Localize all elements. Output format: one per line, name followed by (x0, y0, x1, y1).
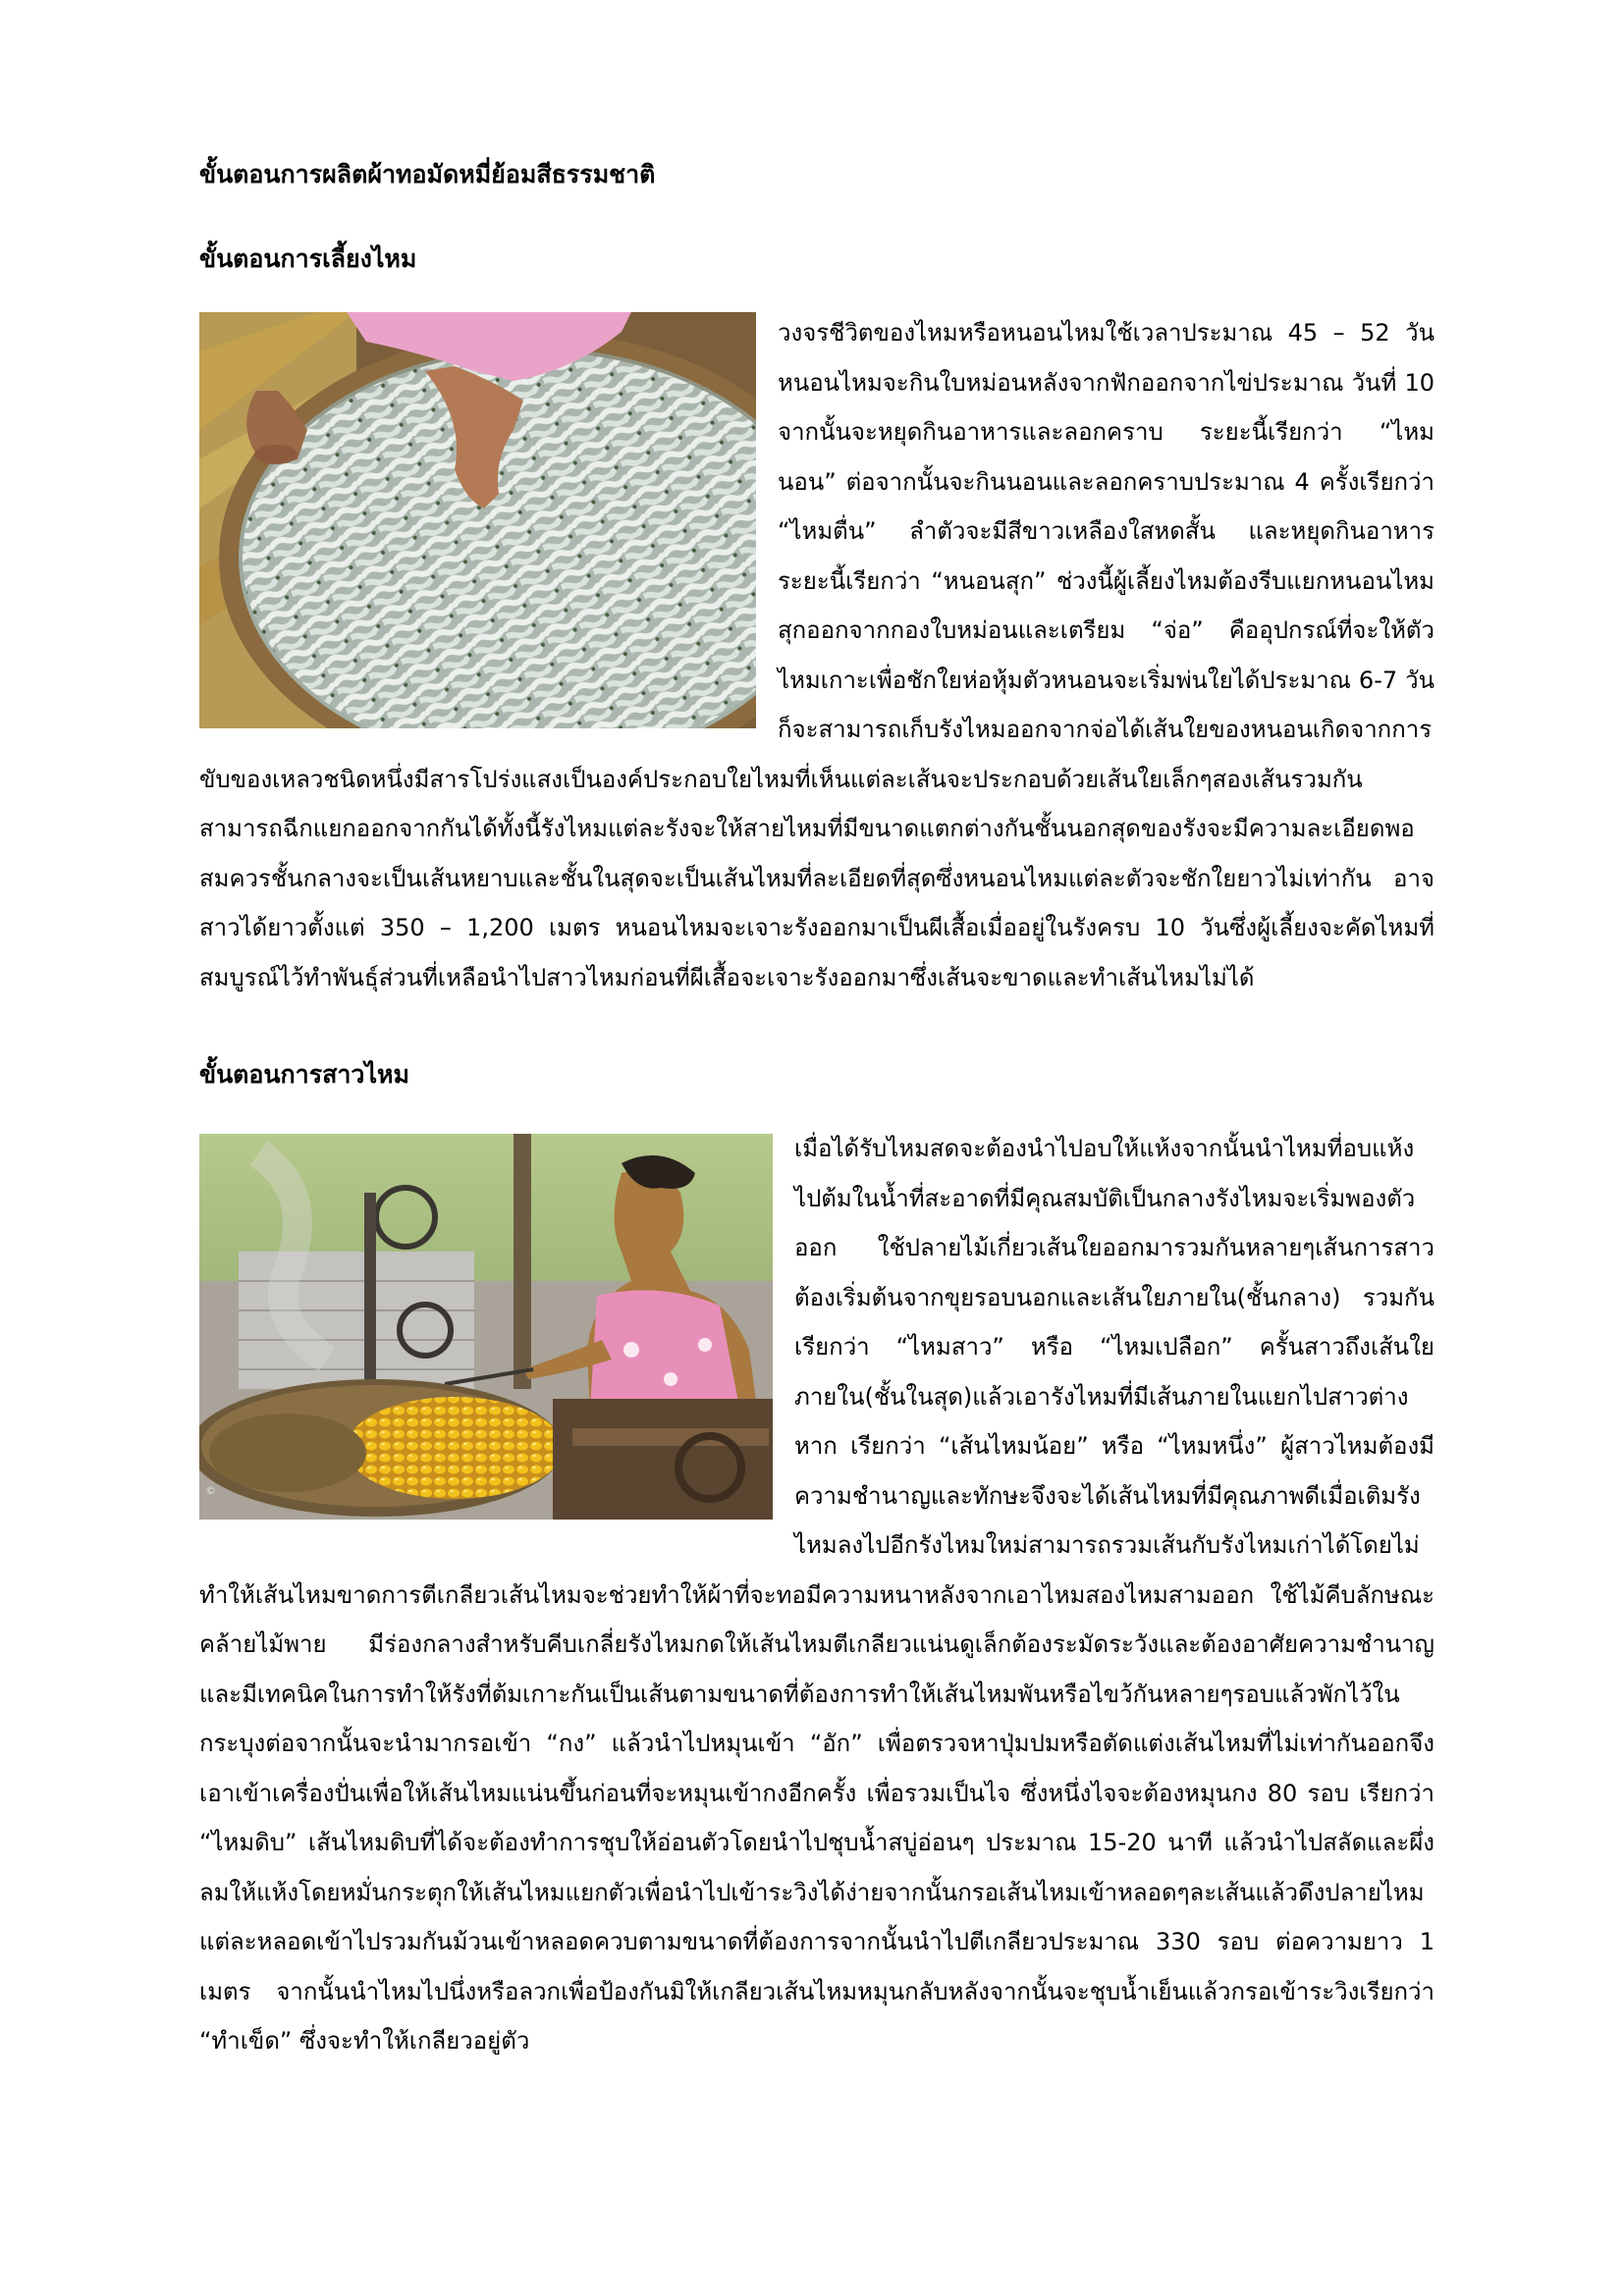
silk-reeling-photo (199, 1134, 773, 1520)
silkworm-basket-photo (199, 312, 756, 728)
document-title: ขั้นตอนการผลิตผ้าทอมัดหมี่ย้อมสีธรรมชาติ (199, 160, 656, 188)
section-silkworm-rearing (199, 308, 1435, 1002)
photo-watermark: © (205, 1483, 216, 1497)
section-paragraph: เมื่อได้รับไหมสดจะต้องนำไปอบให้แห้งจากนั้นนำไหมที่อบแห้งไปต้มในน้ำที่สะอาดที่มีคุณสมบัติเป็นกลางรังไหมจะเริ่มพองตัวออก ใช้ปลายไม้เกี่ยวเส้นใยออกมารวมกันหลายๆเส้นการสาวต้องเริ่มต้นจากขุยรอบนอกและเส้นใยภายใน(ชั้นกลาง) รวมกันเรียกว่า “ไหมสาว” หรือ “ไหมเปลือก” ครั้นสาวถึงเส้นใยภายใน(ชั้นในสุด)แล้วเอารังไหมที่มีเส้นภายในแยกไปสาวต่างหาก เรียกว่า “เส้นไหมน้อย” หรือ “ไหมหนึ่ง” ผู้สาวไหมต้องมีความชำนาญและทักษะจึงจะได้เส้นไหมที่มีคุณภาพดีเมื่อเติมรังไหมลงไปอีกรังไหมใหม่สามารถรวมเส้นกับรังไหมเก่าได้โดยไม่ทำให้เส้นไหมขาดการตีเกลียวเส้นไหมจะช่วยทำให้ผ้าที่จะทอมีความหนาหลังจากเอาไหมสองไหมสามออก ใช้ไม้คีบลักษณะคล้ายไม้พาย มีร่องกลางสำหรับคีบเกลี่ยรังไหมกดให้เส้นไหมตีเกลียวแน่นดูเล็กต้องระมัดระวังและต้องอาศัยความชำนาญและมีเทคนิคในการทำให้รังที่ต้มเกาะกันเป็นเส้นตามขนาดที่ต้องการทำให้เส้นไหมพันหรือไขว้กันหลายๆรอบแล้วพักไว้ในกระบุงต่อจากนั้นจะนำมากรอเข้า “กง” แล้วนำไปหมุนเข้า “อัก” เพื่อตรวจหาปุ่มปมหรือตัดแต่งเส้นไหมที่ไม่เท่ากันออกจึงเอาเข้าเครื่องปั่นเพื่อให้เส้นไหมแน่นขึ้นก่อนที่จะหมุนเข้ากงอีกครั้ง เพื่อรวมเป็นไจ ซึ่งหนึ่งไจจะต้องหมุนกง 80 รอบ เรียกว่า “ไหมดิบ” เส้นไหมดิบที่ได้จะต้องทำการชุบให้อ่อนตัวโดยนำไปชุบน้ำสบู่อ่อนๆ ประมาณ 15-20 นาที แล้วนำไปสลัดและผึ่งลมให้แห้งโดยหมั่นกระตุกให้เส้นไหมแยกตัวเพื่อนำไปเข้าระวิงได้ง่ายจากนั้นกรอเส้นไหมเข้าหลอดๆละเส้นแล้วดึงปลายไหมแต่ละหลอดเข้าไปรวมกันม้วนเข้าหลอดควบตามขนาดที่ต้องการจากนั้นนำไปตีเกลียวประมาณ 330 รอบ ต่อความยาว 1 เมตร จากนั้นนำไหมไปนึ่งหรือลวกเพื่อป้องกันมิให้เกลียวเส้นไหมหมุนกลับหลังจากนั้นจะชุบน้ำเย็นแล้วกรอเข้าระวิงเรียกว่า “ทำเข็ด” ซึ่งจะทำให้เกลียวอยู่ตัว (199, 1135, 1435, 2055)
section-paragraph: วงจรชีวิตของไหมหรือหนอนไหมใช้เวลาประมาณ 45 – 52 วันหนอนไหมจะกินใบหม่อนหลังจากฟักออกจากไข่ประมาณ วันที่ 10 จากนั้นจะหยุดกินอาหารและลอกคราบ ระยะนี้เรียกว่า “ไหมนอน” ต่อจากนั้นจะกินนอนและลอกคราบประมาณ 4 ครั้งเรียกว่า “ไหมตื่น” ลำตัวจะมีสีขาวเหลืองใสหดสั้น และหยุดกินอาหาร ระยะนี้เรียกว่า “หนอนสุก” ช่วงนี้ผู้เลี้ยงไหมต้องรีบแยกหนอนไหมสุกออกจากกองใบหม่อนและเตรียม “จ่อ” คืออุปกรณ์ที่จะให้ตัวไหมเกาะเพื่อชักใยห่อหุ้มตัวหนอนจะเริ่มพ่นใยได้ประมาณ 6-7 วัน ก็จะสามารถเก็บรังไหมออกจากจ่อได้เส้นใยของหนอนเกิดจากการขับของเหลวชนิดหนึ่งมีสารโปร่งแสงเป็นองค์ประกอบใยไหมที่เห็นแต่ละเส้นจะประกอบด้วยเส้นใยเล็กๆสองเส้นรวมกันสามารถฉีกแยกออกจากกันได้ทั้งนี้รังไหมแต่ละรังจะให้สายไหมที่มีขนาดแตกต่างกันชั้นนอกสุดของรังจะมีความละเอียดพอสมควรชั้นกลางจะเป็นเส้นหยาบและชั้นในสุดจะเป็นเส้นไหมที่ละเอียดที่สุดซึ่งหนอนไหมแต่ละตัวจะชักใยยาวไม่เท่ากัน อาจสาวได้ยาวตั้งแต่ 350 – 1,200 เมตร หนอนไหมจะเจาะรังออกมาเป็นผีเสื้อเมื่ออยู่ในรังครบ 10 วันซึ่งผู้เลี้ยงจะคัดไหมที่สมบูรณ์ไว้ทำพันธุ์ส่วนที่เหลือนำไปสาวไหมก่อนที่ผีเสื้อจะเจาะรังออกมาซึ่งเส้นจะขาดและทำเส้นไหมไม่ได้ (199, 319, 1435, 991)
section-heading-silkworm-rearing: ขั้นตอนการเลี้ยงไหม (199, 244, 417, 273)
document-content (199, 157, 1435, 2066)
section-heading-silk-reeling: ขั้นตอนการสาวไหม (199, 1060, 409, 1089)
section-silk-reeling (199, 1124, 1435, 2066)
